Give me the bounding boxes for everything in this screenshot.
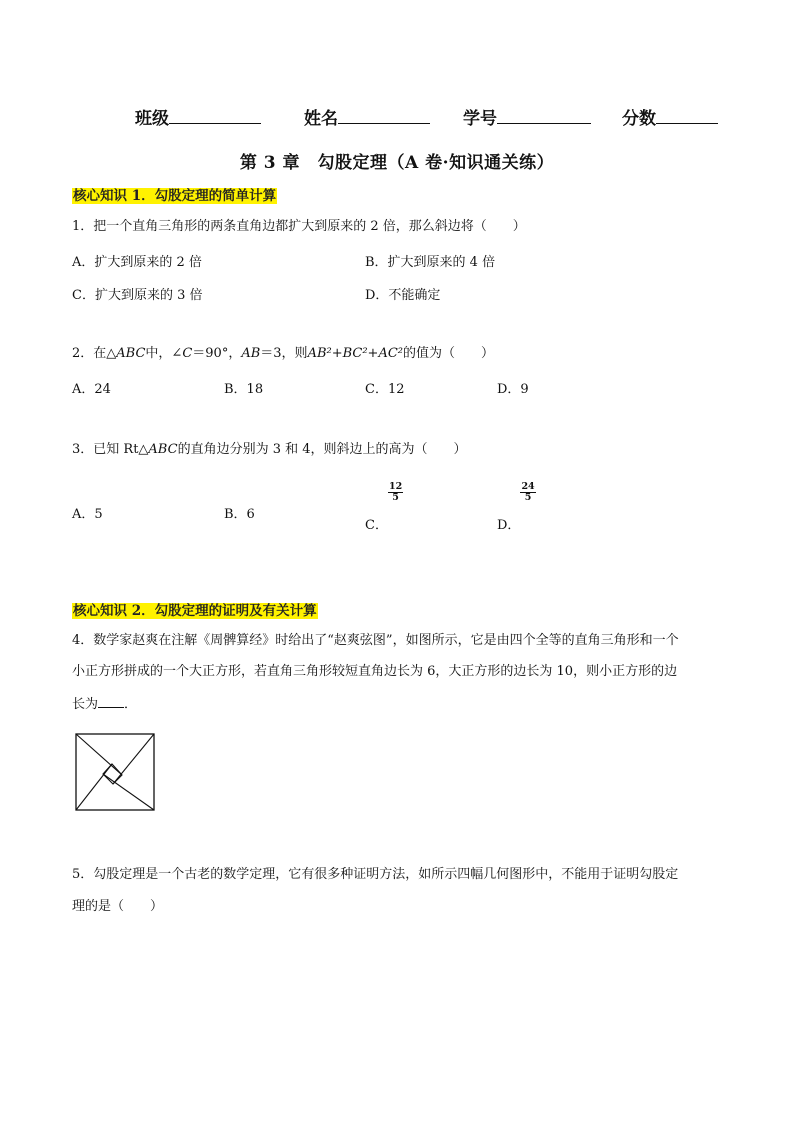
q1-option-c[interactable]: C．扩大到原来的 3 倍 bbox=[72, 288, 203, 303]
name-blank[interactable] bbox=[338, 107, 430, 124]
id-field bbox=[463, 104, 591, 129]
class-blank[interactable] bbox=[169, 107, 261, 124]
id-blank[interactable] bbox=[497, 107, 591, 124]
q3-option-c[interactable] bbox=[365, 481, 403, 533]
q3-d-numerator: 24 bbox=[521, 481, 535, 492]
class-field bbox=[135, 104, 261, 129]
q2-triangle-abc: ABC bbox=[116, 346, 146, 361]
question-2-stem bbox=[72, 343, 494, 365]
q1-option-a[interactable]: A．扩大到原来的 2 倍 bbox=[72, 255, 202, 270]
q2-text-mid3: ＝3，则 bbox=[260, 346, 308, 361]
zhao-shuang-diagram bbox=[74, 732, 156, 812]
q2-option-b[interactable]: B．18 bbox=[224, 382, 264, 397]
score-label: 分数 bbox=[622, 109, 656, 129]
section-2-label: 核心知识 2．勾股定理的证明及有关计算 bbox=[73, 603, 317, 619]
q2-text-prefix: 2．在△ bbox=[72, 346, 117, 361]
q2-option-d[interactable]: D．9 bbox=[497, 382, 529, 397]
q2-angle-c: C bbox=[182, 346, 193, 361]
q2-option-a[interactable]: A．24 bbox=[72, 382, 111, 397]
class-label: 班级 bbox=[135, 109, 169, 129]
q3-c-denominator: 5 bbox=[392, 492, 399, 503]
question-4-line-1: 4．数学家赵爽在注解《周髀算经》时给出了“赵爽弦图”，如图所示，它是由四个全等的直角三角形和一个 bbox=[72, 633, 679, 648]
outer-square bbox=[76, 734, 154, 810]
q2-side-ab: AB bbox=[241, 346, 261, 361]
section-1-label: 核心知识 1．勾股定理的简单计算 bbox=[73, 188, 277, 204]
triangle-hypotenuse-1 bbox=[76, 734, 154, 810]
q3-option-a[interactable]: A．5 bbox=[72, 507, 103, 522]
q2-text-mid2: ＝90°， bbox=[192, 346, 242, 361]
score-blank[interactable] bbox=[656, 107, 718, 124]
page-title: 第 3 章 勾股定理（A 卷·知识通关练） bbox=[239, 153, 555, 173]
q3-option-c-fraction bbox=[388, 482, 403, 503]
name-label: 姓名 bbox=[304, 109, 338, 129]
q2-text-suffix: 的值为（ ） bbox=[403, 346, 495, 361]
q3-triangle-abc: ABC bbox=[148, 442, 178, 457]
triangle-edge-bottom bbox=[103, 774, 154, 810]
q2-option-c[interactable]: C．12 bbox=[365, 382, 405, 397]
question-1-stem: 1．把一个直角三角形的两条直角边都扩大到原来的 2 倍，那么斜边将（ ） bbox=[72, 219, 526, 234]
id-label: 学号 bbox=[463, 109, 497, 129]
q4-answer-blank[interactable] bbox=[98, 695, 124, 708]
triangle-edge-right bbox=[113, 734, 154, 784]
q3-option-b[interactable]: B．6 bbox=[224, 507, 255, 522]
q4-line3-suffix: ． bbox=[124, 697, 138, 712]
question-5-line-1: 5．勾股定理是一个古老的数学定理，它有很多种证明方法，如所示四幅几何图形中，不能用于证明勾股定 bbox=[72, 867, 679, 882]
question-4-line-2: 小正方形拼成的一个大正方形，若直角三角形较短直角边长为 6，大正方形的边长为 10，则小正方形的边 bbox=[72, 664, 678, 679]
q3-text-suffix: 的直角边分别为 3 和 4，则斜边上的高为（ ） bbox=[177, 442, 467, 457]
section-heading-1 bbox=[72, 184, 277, 204]
q3-option-d[interactable] bbox=[497, 481, 536, 533]
question-4-line-3 bbox=[72, 694, 137, 716]
q4-line3-prefix: 长为 bbox=[72, 697, 99, 712]
q1-option-b[interactable]: B．扩大到原来的 4 倍 bbox=[365, 255, 496, 270]
q2-expression: AB²+BC²+AC² bbox=[307, 346, 403, 361]
score-field bbox=[622, 104, 718, 129]
q2-text-mid1: 中，∠ bbox=[145, 346, 183, 361]
q3-text-prefix: 3．已知 Rt△ bbox=[72, 442, 149, 457]
q3-option-d-fraction bbox=[520, 482, 535, 503]
section-heading-2 bbox=[72, 599, 318, 619]
triangle-edge-left bbox=[76, 764, 112, 810]
name-field bbox=[304, 104, 430, 129]
q1-option-d[interactable]: D．不能确定 bbox=[365, 288, 441, 303]
question-3-stem bbox=[72, 439, 467, 461]
q3-option-d-label: D． bbox=[497, 518, 521, 533]
triangle-edge-top bbox=[76, 734, 122, 775]
q3-c-numerator: 12 bbox=[388, 481, 403, 492]
question-5-line-2: 理的是（ ） bbox=[72, 899, 164, 914]
q3-option-c-label: C． bbox=[365, 518, 388, 533]
q3-d-denominator: 5 bbox=[524, 492, 532, 503]
